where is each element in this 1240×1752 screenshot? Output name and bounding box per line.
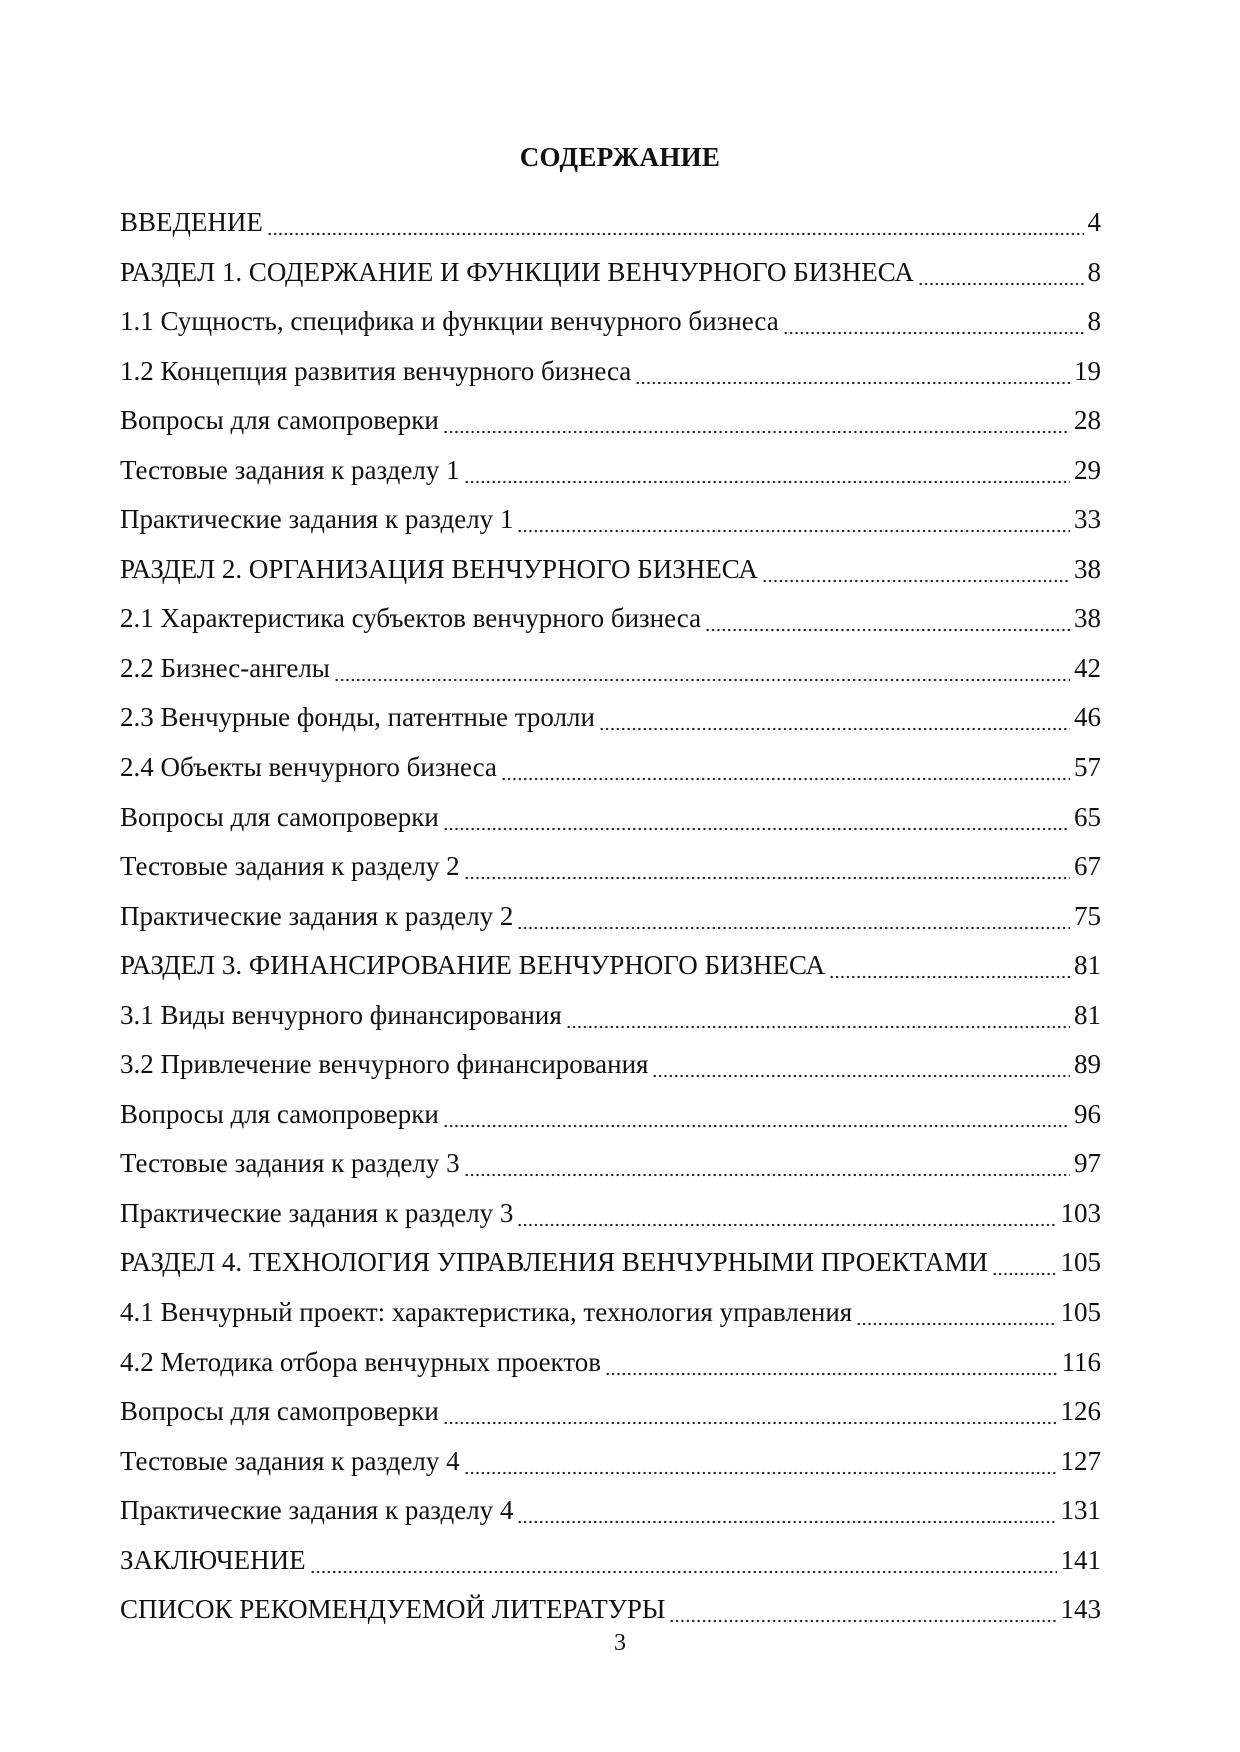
toc-entry[interactable] (120, 1048, 1101, 1098)
toc-dot-leader (443, 404, 1070, 434)
toc-entry-page: 46 (1074, 702, 1101, 733)
toc-dot-leader (443, 801, 1070, 831)
toc-entry-page: 97 (1074, 1148, 1101, 1179)
toc-dot-leader (829, 949, 1070, 979)
toc-entry-title: РАЗДЕЛ 3. ФИНАНСИРОВАНИЕ ВЕНЧУРНОГО БИЗНЕСА (120, 950, 826, 981)
toc-entry[interactable] (120, 206, 1101, 256)
toc-entry-page: 38 (1074, 553, 1101, 584)
toc-dot-leader (517, 1494, 1056, 1524)
toc-entry-page: 57 (1074, 752, 1101, 783)
toc-dot-leader (635, 355, 1070, 385)
toc-entry-title: 1.1 Сущность, специфика и функции венчурного бизнеса (120, 306, 779, 337)
toc-dot-leader (705, 602, 1070, 632)
toc-dot-leader (783, 305, 1084, 335)
toc-dot-leader (464, 1147, 1070, 1177)
toc-dot-leader (464, 850, 1070, 880)
toc-entry-title: 3.1 Виды венчурного финансирования (120, 999, 562, 1030)
toc-entry[interactable] (120, 1147, 1101, 1197)
page-title: СОДЕРЖАНИЕ (519, 142, 721, 173)
toc-entry-page: 126 (1060, 1396, 1101, 1427)
toc-entry-title: Практические задания к разделу 1 (120, 504, 514, 535)
toc-entry[interactable] (120, 1445, 1101, 1495)
toc-entry[interactable] (120, 850, 1101, 900)
toc-entry-page: 65 (1074, 801, 1101, 832)
toc-entry[interactable] (120, 1246, 1101, 1296)
toc-entry[interactable] (120, 553, 1101, 603)
toc-entry[interactable] (120, 1544, 1101, 1594)
toc-entry[interactable] (120, 1395, 1101, 1445)
toc-entry-page: 105 (1060, 1297, 1101, 1328)
toc-dot-leader (464, 1445, 1057, 1475)
toc-entry-title: ВВЕДЕНИЕ (120, 207, 263, 237)
toc-entry[interactable] (120, 305, 1101, 355)
toc-entry[interactable] (120, 454, 1101, 504)
toc-entry-title: РАЗДЕЛ 4. ТЕХНОЛОГИЯ УПРАВЛЕНИЯ ВЕНЧУРНЫМИ ПРОЕКТАМИ (120, 1247, 988, 1278)
toc-entry[interactable] (120, 1098, 1101, 1148)
toc-entry[interactable] (120, 256, 1101, 306)
toc-entry-page: 105 (1060, 1247, 1101, 1278)
toc-entry-page: 89 (1074, 1049, 1101, 1080)
toc-entry-title: 2.1 Характеристика субъектов венчурного бизнеса (120, 603, 702, 634)
toc-entry-page: 19 (1074, 355, 1101, 386)
toc-entry-page: 131 (1060, 1495, 1101, 1526)
toc-entry-title: Практические задания к разделу 4 (120, 1495, 514, 1526)
page-number: 3 (614, 1630, 626, 1656)
toc-dot-leader (517, 503, 1070, 533)
toc-entry[interactable] (120, 949, 1101, 999)
toc-entry[interactable] (120, 900, 1101, 950)
toc-entry[interactable] (120, 602, 1101, 652)
table-of-contents (120, 206, 1101, 1643)
toc-entry-page: 29 (1074, 454, 1101, 485)
toc-entry[interactable] (120, 355, 1101, 405)
toc-dot-leader (267, 206, 1084, 236)
toc-dot-leader (669, 1593, 1056, 1623)
toc-dot-leader (566, 999, 1070, 1029)
toc-entry-page: 127 (1060, 1445, 1101, 1476)
toc-entry-page: 116 (1061, 1346, 1101, 1377)
toc-entry-page: 143 (1060, 1594, 1101, 1625)
toc-entry-title: 2.4 Объекты венчурного бизнеса (120, 752, 497, 783)
toc-entry[interactable] (120, 1494, 1101, 1544)
toc-entry[interactable] (120, 1197, 1101, 1247)
toc-entry-page: 75 (1074, 900, 1101, 931)
toc-entry[interactable] (120, 1296, 1101, 1346)
toc-entry-title: Тестовые задания к разделу 4 (120, 1445, 460, 1476)
toc-dot-leader (652, 1048, 1070, 1078)
toc-dot-leader (992, 1246, 1057, 1276)
toc-entry-page: 96 (1074, 1098, 1101, 1129)
toc-entry[interactable] (120, 503, 1101, 553)
toc-entry[interactable] (120, 404, 1101, 454)
toc-entry-page: 33 (1074, 504, 1101, 535)
toc-entry-title: 4.1 Венчурный проект: характеристика, технология управления (120, 1297, 853, 1328)
toc-entry-title: 2.3 Венчурные фонды, патентные тролли (120, 702, 595, 733)
toc-entry-title: Практические задания к разделу 2 (120, 900, 514, 931)
toc-entry-page: 141 (1060, 1544, 1101, 1575)
toc-dot-leader (517, 1197, 1056, 1227)
toc-entry-page: 38 (1074, 603, 1101, 634)
toc-dot-leader (605, 1346, 1057, 1376)
toc-entry-page: 8 (1087, 256, 1101, 287)
toc-entry-title: Вопросы для самопроверки (120, 1098, 439, 1129)
toc-entry-title: 2.2 Бизнес-ангелы (120, 652, 330, 683)
toc-entry-title: Вопросы для самопроверки (120, 1396, 439, 1427)
toc-entry-title: Тестовые задания к разделу 3 (120, 1148, 460, 1179)
toc-dot-leader (762, 553, 1070, 583)
toc-entry-page: 42 (1074, 652, 1101, 683)
toc-dot-leader (517, 900, 1070, 930)
toc-entry-title: 3.2 Привлечение венчурного финансирования (120, 1049, 649, 1080)
toc-entry-page: 4 (1087, 207, 1101, 237)
toc-entry[interactable] (120, 701, 1101, 751)
toc-dot-leader (334, 652, 1070, 682)
toc-dot-leader (443, 1395, 1057, 1425)
toc-entry-title: Вопросы для самопроверки (120, 405, 439, 436)
toc-entry-title: Тестовые задания к разделу 2 (120, 851, 460, 882)
toc-entry-page: 67 (1074, 851, 1101, 882)
toc-entry-title: РАЗДЕЛ 1. СОДЕРЖАНИЕ И ФУНКЦИИ ВЕНЧУРНОГО БИЗНЕСА (120, 256, 914, 287)
toc-entry[interactable] (120, 1346, 1101, 1396)
toc-entry-title: 4.2 Методика отбора венчурных проектов (120, 1346, 602, 1377)
toc-dot-leader (599, 701, 1070, 731)
toc-dot-leader (501, 751, 1070, 781)
toc-entry-title: 1.2 Концепция развития венчурного бизнеса (120, 355, 632, 386)
toc-entry-page: 28 (1074, 405, 1101, 436)
toc-dot-leader (856, 1296, 1056, 1326)
toc-dot-leader (443, 1098, 1070, 1128)
toc-entry-page: 81 (1074, 950, 1101, 981)
toc-entry-title: ЗАКЛЮЧЕНИЕ (120, 1544, 306, 1575)
toc-entry-page: 103 (1060, 1197, 1101, 1228)
toc-entry-title: РАЗДЕЛ 2. ОРГАНИЗАЦИЯ ВЕНЧУРНОГО БИЗНЕСА (120, 553, 758, 584)
toc-dot-leader (918, 256, 1084, 286)
toc-entry[interactable] (120, 751, 1101, 801)
toc-entry-title: Тестовые задания к разделу 1 (120, 454, 460, 485)
toc-entry-title: Практические задания к разделу 3 (120, 1197, 514, 1228)
toc-entry[interactable] (120, 652, 1101, 702)
toc-entry[interactable] (120, 801, 1101, 851)
toc-entry-page: 8 (1087, 306, 1101, 337)
toc-entry-title: СПИСОК РЕКОМЕНДУЕМОЙ ЛИТЕРАТУРЫ (120, 1594, 666, 1625)
toc-entry-title: Вопросы для самопроверки (120, 801, 439, 832)
toc-entry-page: 81 (1074, 999, 1101, 1030)
toc-entry[interactable] (120, 999, 1101, 1049)
toc-dot-leader (464, 454, 1070, 484)
toc-dot-leader (310, 1544, 1057, 1574)
